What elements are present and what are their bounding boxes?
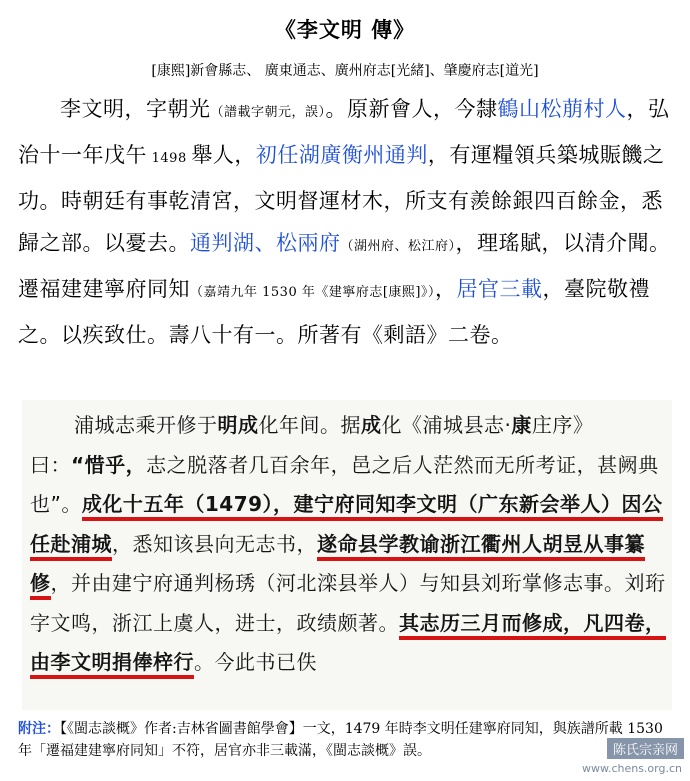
scanned-excerpt [22,400,672,710]
biography-text [18,88,678,356]
biography-paragraph [18,88,678,356]
bio-note: （嘉靖九年 1530 年《建寧府志[康熙]》） [190,285,435,300]
excerpt-paragraph [22,400,672,683]
excerpt-text: 志之脱落者几百余年，邑之后人茫然而无所考证，甚阙典也”。 [30,452,659,516]
footnote-text: 【《閩志談概》作者:吉林省圖書館學會】一文，1479 年時李文明任建寧府同知，與族譜所載 1530 年「遷福建建寧府同知」不符，居官亦非三載滿，《閩志談概》誤。 [18,721,663,759]
excerpt-bold: 成 [361,413,382,437]
excerpt-text: 浦城志乘开修于 [74,413,218,437]
excerpt-bold: “惜乎， [71,452,147,477]
underlined-passage: 遂命县学教谕浙江衢州人胡昱从事纂修 [30,532,645,601]
bio-text: ，弘治十一年戊午 [18,97,670,167]
watermark-site: 陈氏宗亲网 [607,738,684,759]
bio-text: 。原新會人，今隸 [325,97,498,121]
excerpt-text: ，并由建宁府通判杨琇（河北滦县举人）与知县刘珩掌修志事。刘珩字文鸣，浙江上虞人，进士，政绩颇著。 [30,571,666,635]
excerpt-bold: 康 [511,413,532,437]
excerpt-bold: 明成 [217,413,259,437]
excerpt-text: 化《浦城县志· [381,413,512,437]
underlined-passage: 成化十五年（1479），建宁府同知李文明（广东新会举人）因公任赴浦城 [30,492,663,561]
excerpt-text: 。今此书已佚 [194,650,317,674]
excerpt-text: 化年间。据 [258,413,361,437]
bio-text: 李文明，字朝光 [60,97,211,121]
bio-text: ， [435,277,457,301]
underlined-passage: 其志历三月而修成，凡四卷，由李文明捐俸梓行 [30,611,666,680]
bio-note: （譜載字朝元，誤） [210,105,326,120]
bio-text: ，理瑤賦，以清介聞。遷福建建寧府同知 [18,231,671,301]
bio-text: 舉人， [191,143,256,167]
footnote [18,718,678,762]
bio-highlight: 通判湖、松兩府 [190,231,341,255]
bio-text: ，有運糧領兵築城賑饑之功。時朝廷有事乾清宮，文明督運材木，所支有羨餘銀四百餘金，悉歸之部。以憂去。 [18,143,665,255]
bio-highlight: 初任湖廣衡州通判 [255,143,428,167]
document-title: 《李文明 傳》 [274,17,416,42]
bio-text: ，臺院敬禮之。以疾致仕。壽八十有一。所著有《剩語》二卷。 [18,277,650,347]
bio-highlight: 居官三載 [456,277,543,301]
bio-highlight: 鶴山松萠村人 [497,97,627,121]
excerpt-text: 庄序》曰： [30,413,594,477]
footnote-label: 附注： [18,721,60,737]
source-list: [康熙]新會縣志、 廣東通志、廣州府志[光緒]、肇慶府志[道光] [151,63,539,79]
bio-note: 1498 [147,151,192,166]
excerpt-text: ，悉知该县向无志书， [112,531,317,556]
watermark-url: www.chens.org.cn [581,762,682,775]
bio-note: （湖州府、松江府） [340,239,456,254]
